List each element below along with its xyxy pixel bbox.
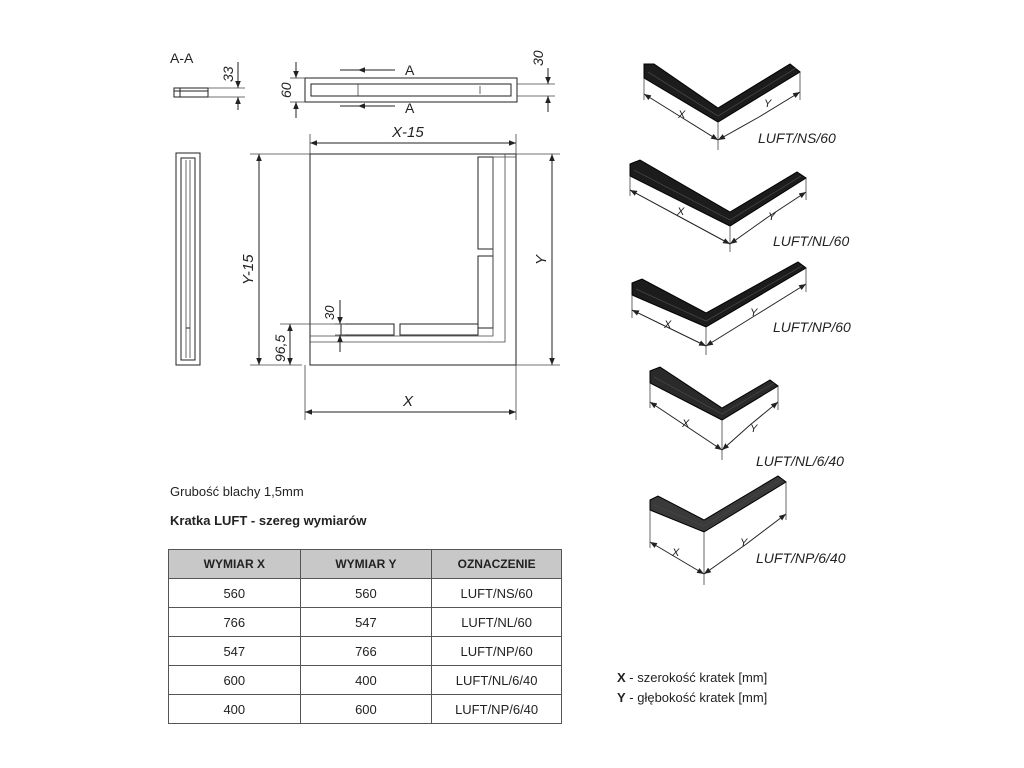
- dim-y15: Y-15: [240, 254, 257, 285]
- table-row: [169, 608, 562, 637]
- legend-x: [617, 670, 767, 685]
- dim-y-right: Y: [533, 254, 550, 265]
- variant-2-y: Y: [768, 211, 776, 223]
- variant-1-label: LUFT/NS/60: [758, 130, 836, 146]
- cell-designation: LUFT/NP/60: [432, 637, 562, 666]
- variant-3-label: LUFT/NP/60: [773, 319, 851, 335]
- section-profile: [174, 88, 208, 97]
- strip-outer: [305, 78, 517, 102]
- cell-y: 547: [300, 608, 432, 637]
- arrow-label-bottom: A: [405, 100, 415, 116]
- arrow-label-top: A: [405, 62, 415, 78]
- table-title: Kratka LUFT - szereg wymiarów: [170, 513, 367, 528]
- variant-1-x: X: [678, 109, 686, 121]
- variant-luft-np-60: [632, 262, 851, 355]
- cell-x: 400: [169, 695, 301, 724]
- variant-luft-nl-6-40: [650, 367, 844, 469]
- legend-y: [617, 690, 767, 705]
- cell-x: 766: [169, 608, 301, 637]
- table-row: [169, 695, 562, 724]
- legend-y-text: - głębokość kratek [mm]: [625, 690, 768, 705]
- variant-2-x: X: [677, 206, 685, 218]
- table-row: [169, 579, 562, 608]
- variant-5-x: X: [672, 547, 680, 559]
- variant-luft-nl-60: [630, 160, 849, 252]
- cell-designation: LUFT/NL/6/40: [432, 666, 562, 695]
- dim-x15: X-15: [392, 124, 424, 141]
- variant-4-label: LUFT/NL/6/40: [756, 453, 844, 469]
- side-view: [176, 153, 200, 365]
- variant-2-label: LUFT/NL/60: [773, 233, 850, 249]
- cell-y: 766: [300, 637, 432, 666]
- section-a-a: [170, 50, 245, 110]
- variant-1-y: Y: [764, 98, 772, 110]
- variant-luft-np-6-40: [650, 476, 846, 585]
- strip-inner: [311, 84, 511, 96]
- dim-33: 33: [220, 66, 236, 82]
- grille-icon: [632, 262, 806, 327]
- legend-y-key: Y: [617, 690, 626, 705]
- grille-icon: [650, 476, 786, 532]
- grille-icon: [630, 160, 806, 226]
- sheet-thickness-note: Grubość blachy 1,5mm: [170, 484, 304, 499]
- dim-30-top: 30: [530, 50, 546, 66]
- side-outer: [176, 153, 200, 365]
- variant-5-y: Y: [740, 537, 748, 549]
- cell-designation: LUFT/NP/6/40: [432, 695, 562, 724]
- dim-60: 60: [278, 82, 294, 98]
- dim-x-bottom: X: [403, 393, 414, 410]
- header-width-x: WYMIAR X: [169, 550, 301, 579]
- dim-30-inner: 30: [322, 305, 337, 320]
- grille-icon: [650, 367, 778, 420]
- dimensions-table: [168, 549, 562, 724]
- top-view-strip: [278, 50, 555, 118]
- cell-y: 560: [300, 579, 432, 608]
- cell-y: 600: [300, 695, 432, 724]
- dim-96-5: 96,5: [272, 334, 288, 362]
- section-label: A-A: [170, 50, 194, 66]
- variant-3-x: X: [664, 319, 672, 331]
- cell-x: 600: [169, 666, 301, 695]
- legend-x-text: - szerokość kratek [mm]: [625, 670, 768, 685]
- cell-x: 547: [169, 637, 301, 666]
- variant-5-label: LUFT/NP/6/40: [756, 550, 846, 566]
- cell-designation: LUFT/NL/60: [432, 608, 562, 637]
- header-depth-y: WYMIAR Y: [300, 550, 432, 579]
- legend-x-key: X: [617, 670, 626, 685]
- cell-y: 400: [300, 666, 432, 695]
- cell-x: 560: [169, 579, 301, 608]
- header-designation: OZNACZENIE: [432, 550, 562, 579]
- table-row: [169, 637, 562, 666]
- variant-luft-ns-60: [644, 64, 836, 150]
- table-header-row: [169, 550, 562, 579]
- variant-3-y: Y: [750, 307, 758, 319]
- variant-4-x: X: [682, 418, 690, 430]
- variant-4-y: Y: [750, 423, 758, 435]
- table-row: [169, 666, 562, 695]
- cell-designation: LUFT/NS/60: [432, 579, 562, 608]
- plan-view: [240, 124, 560, 420]
